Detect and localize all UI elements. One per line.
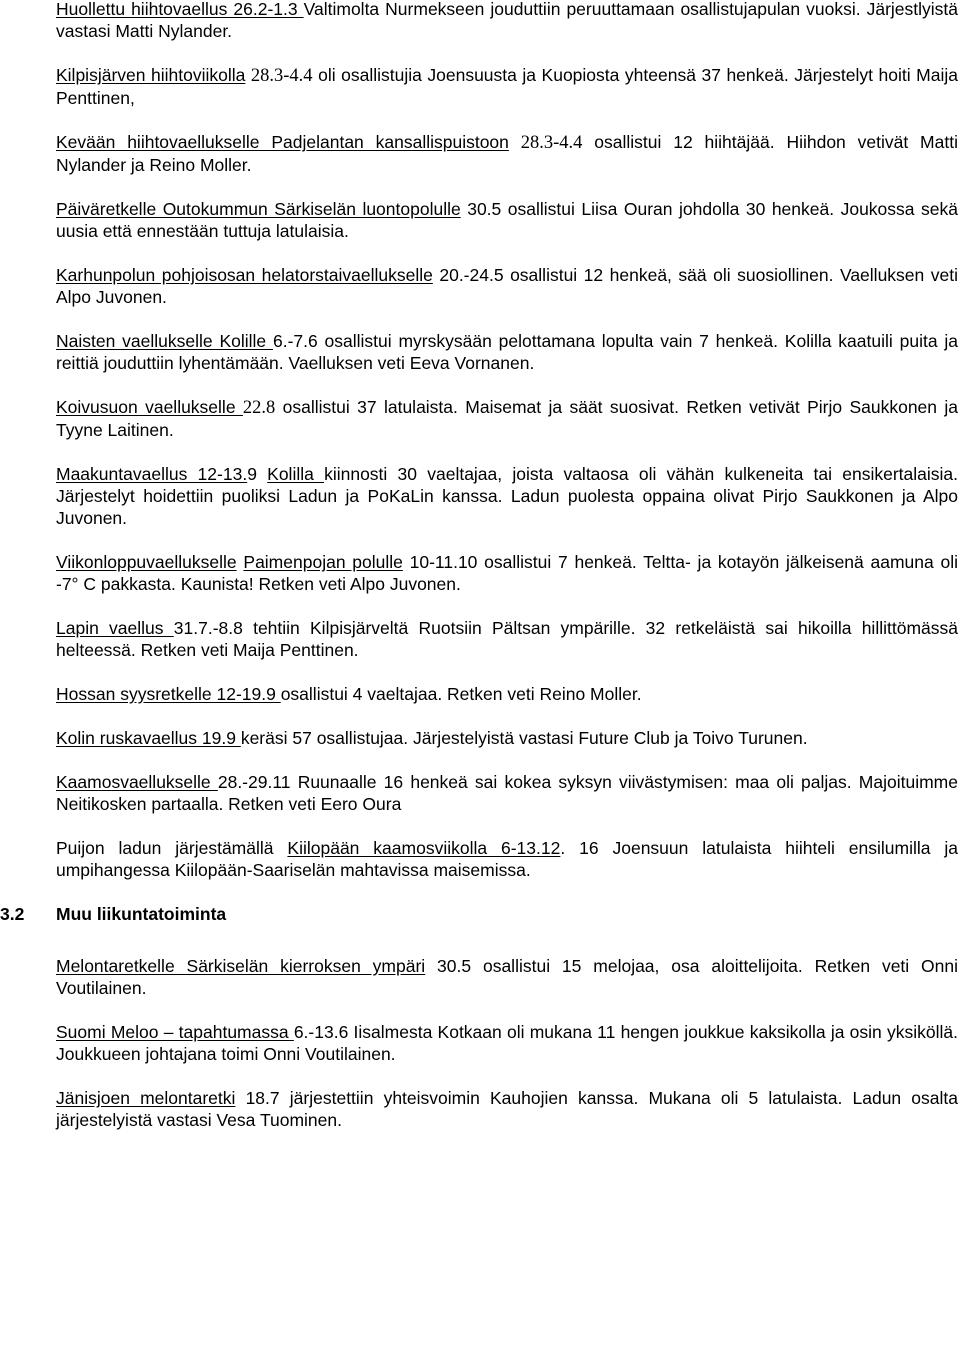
event-title: Lapin vaellus	[56, 618, 174, 638]
section-heading	[0, 903, 958, 925]
paragraph-text: 10-11.10 osallistui 7 henkeä. Teltta- ja kotayön jälkeisenä aamuna oli -7° C pakkasta. Kaunista! Retken veti Alpo Juvonen.	[56, 552, 958, 594]
event-title: Jänisjoen melontaretki	[56, 1088, 236, 1108]
paragraph-text: osallistui 12 hiihtäjää. Hiihdon vetivät Matti Nylander ja Reino Moller.	[56, 132, 958, 175]
event-title: Kilpisjärven hiihtoviikolla	[56, 65, 246, 85]
hiking-activities-list	[56, 0, 958, 881]
paragraph-text: 30.5 osallistui 15 melojaa, osa aloittelijoita. Retken veti Onni Voutilainen.	[56, 956, 958, 998]
event-title: Naisten vaellukselle Kolille	[56, 331, 273, 351]
paragraph-text: 6.-7.6 osallistui myrskysään pelottamana lopulta vain 7 henkeä. Kolilla kaatuili puita ja reittiä jouduttiin lyhentämään. Vaelluksen veti Eeva Vornanen.	[56, 331, 958, 373]
paragraph-text: 18.7 järjestettiin yhteisvoimin Kauhojien kanssa. Mukana oli 5 latulaista. Ladun osalta järjestelyistä vastasi Vesa Tuominen.	[56, 1088, 959, 1130]
paragraph-text: 31.7.-8.8 tehtiin Kilpisjärveltä Ruotsiin Pältsan ympärille. 32 retkeläistä sai hikoilla hillittömässä helteessä. Retken veti Maija Penttinen.	[56, 618, 958, 660]
paragraph-text: . 16 Joensuun latulaista hiihteli ensilumilla ja umpihangessa Kiilopään-Saariselän mahtavissa maisemissa.	[56, 838, 958, 880]
paragraph-text: 28.3-4.4	[250, 66, 313, 86]
activity-paragraph	[56, 727, 958, 749]
paragraph-text: 20.-24.5 osallistui 12 henkeä, sää oli suosiollinen. Vaelluksen veti Alpo Juvonen.	[56, 265, 958, 307]
event-title: Hossan syysretkelle 12-19.9	[56, 684, 281, 704]
event-title: Paimenpojan polulle	[243, 552, 403, 572]
event-title: Melontaretkelle Särkiselän kierroksen ympäri	[56, 956, 426, 976]
paragraph-text: Valtimolta Nurmekseen jouduttiin peruuttamaan osallistujapulan vuoksi. Järjestlyistä vastasi Matti Nylander.	[56, 0, 958, 41]
activity-paragraph	[56, 771, 958, 815]
event-title: Kaamosvaellukselle	[56, 772, 218, 792]
activity-paragraph	[56, 0, 958, 42]
activity-paragraph	[56, 131, 958, 176]
activity-paragraph	[56, 330, 958, 374]
paragraph-text: 28.3-4.4	[520, 133, 583, 153]
paragraph-text: kiinnosti 30 vaeltajaa, joista valtaosa oli vähän kulkeneita tai ensikertalaisia. Järjestelyt hoidettiin puoliksi Ladun ja PoKaLin kanssa. Ladun puolesta oppaina olivat Pirjo Saukkonen ja Alpo Juvonen.	[56, 464, 958, 528]
activity-paragraph	[56, 551, 958, 595]
activity-paragraph	[56, 264, 958, 308]
activity-paragraph	[56, 198, 958, 242]
paragraph-text: 9	[247, 464, 268, 484]
paragraph-text: 30.5 osallistui Liisa Ouran johdolla 30 henkeä. Joukossa sekä uusia että ennestään tuttuja latulaisia.	[56, 199, 958, 241]
event-title: Suomi Meloo – tapahtumassa	[56, 1022, 294, 1042]
section-number: 3.2	[0, 904, 25, 924]
activity-paragraph	[56, 955, 958, 999]
activity-paragraph	[56, 64, 958, 109]
event-title: Koivusuon vaellukselle	[56, 397, 243, 417]
event-title: Kolin ruskavaellus 19.9	[56, 728, 241, 748]
paragraph-text: 28.-29.11 Ruunaalle 16 henkeä sai kokea syksyn viivästymisen: maa oli paljas. Majoituimme Neitikosken partaalla. Retken veti Eero Oura	[56, 772, 958, 814]
activity-paragraph	[56, 617, 958, 661]
paragraph-text: osallistui 37 latulaista. Maisemat ja säät suosivat. Retken vetivät Pirjo Saukkonen ja Tyyne Laitinen.	[56, 397, 958, 440]
paragraph-text: oli osallistujia Joensuusta ja Kuopiosta yhteensä 37 henkeä. Järjestelyt hoiti Maija Penttinen,	[56, 65, 958, 108]
event-title: Viikonloppuvaellukselle	[56, 552, 237, 572]
event-title: Kiilopään kaamosviikolla 6-13.12	[287, 838, 561, 858]
event-title: Karhunpolun pohjoisosan helatorstaivaellukselle	[56, 265, 433, 285]
event-title: Kolilla	[267, 464, 325, 484]
activity-paragraph	[56, 837, 958, 881]
section-title: Muu liikuntatoiminta	[56, 904, 227, 924]
event-title: Päiväretkelle Outokummun Särkiselän luontopolulle	[56, 199, 461, 219]
activity-paragraph	[56, 1087, 958, 1131]
activity-paragraph	[56, 1021, 958, 1065]
activity-paragraph	[56, 396, 958, 441]
activity-paragraph	[56, 683, 958, 705]
paragraph-text	[509, 132, 521, 152]
other-activities-list	[56, 955, 958, 1131]
event-title: Huollettu hiihtovaellus 26.2-1.3	[56, 0, 304, 19]
paragraph-text: osallistui 4 vaeltajaa. Retken veti Reino Moller.	[280, 684, 642, 704]
paragraph-text: 22.8	[242, 398, 276, 418]
activity-paragraph	[56, 463, 958, 529]
event-title: Maakuntavaellus 12-13.	[56, 464, 248, 484]
paragraph-text: Puijon ladun järjestämällä	[56, 838, 288, 858]
event-title: Kevään hiihtovaellukselle Padjelantan kansallispuistoon	[56, 132, 509, 152]
paragraph-text: keräsi 57 osallistujaa. Järjestelyistä vastasi Future Club ja Toivo Turunen.	[240, 728, 808, 748]
paragraph-text: 6.-13.6 Iisalmesta Kotkaan oli mukana 11 hengen joukkue kaksikolla ja osin yksiköllä. Joukkueen johtajana toimi Onni Voutilainen.	[56, 1022, 958, 1064]
